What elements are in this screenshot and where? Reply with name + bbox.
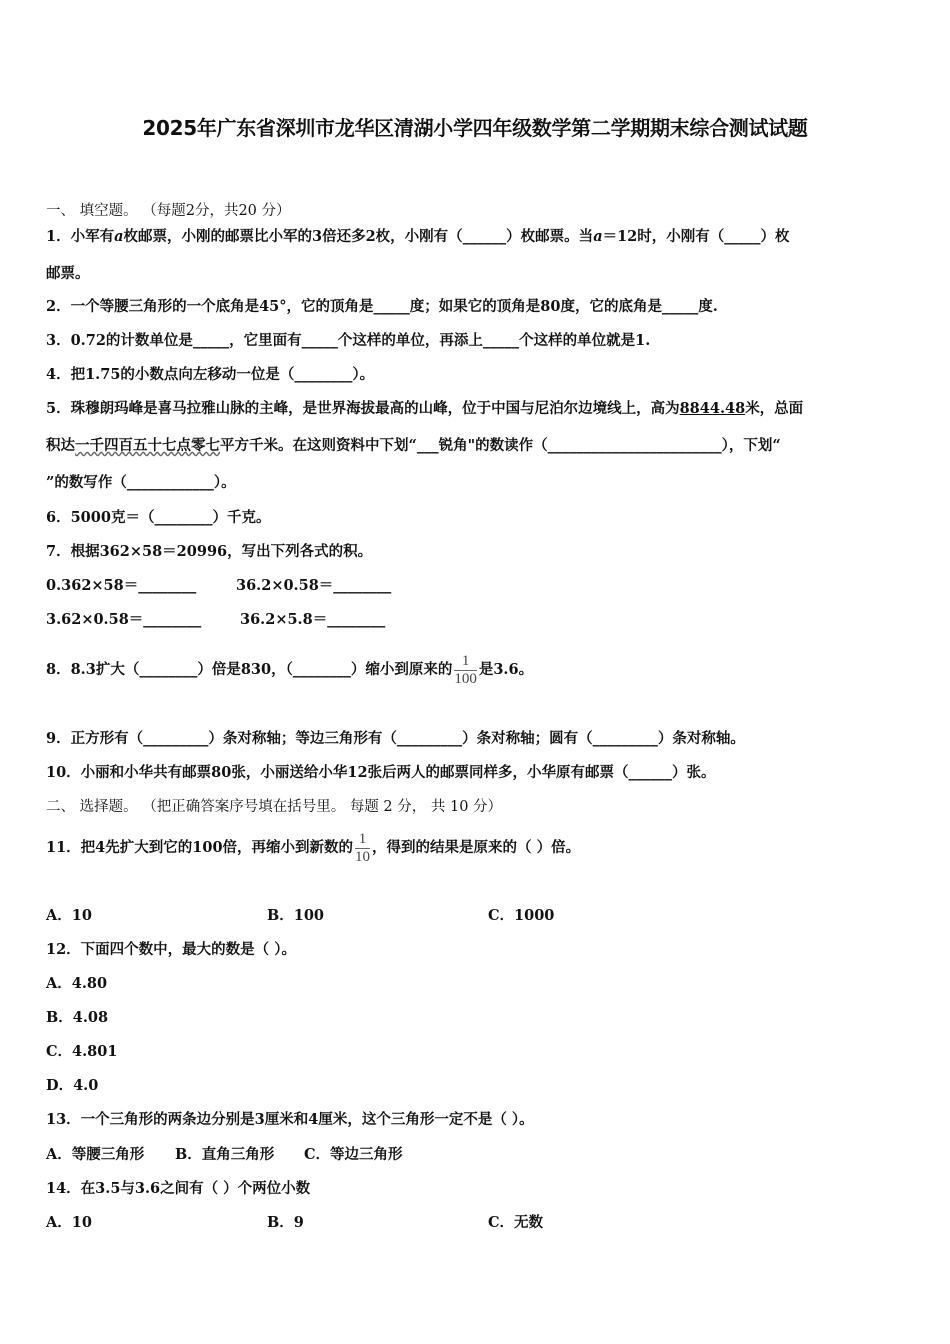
question-1: [46, 227, 790, 247]
q1-text-b: 枚邮票，小刚的邮票比小军的3倍还多2枚，小刚有（______）枚邮票。当: [123, 228, 594, 245]
q8-fraction-numerator: 1: [454, 653, 477, 671]
q5-text-d: 平方千米。在这则资料中下划“___锐角"的数读作（________________________），下划“: [220, 437, 781, 454]
question-3: 3．0.72的计数单位是_____，它里面有_____个这样的单位，再添上_____个这样的单位就是1.: [46, 332, 651, 349]
q5-text-a: 5．珠穆朗玛峰是喜马拉雅山脉的主峰，是世界海拔最高的山峰，位于中国与尼泊尔边境线上，高为: [46, 400, 680, 417]
q7-item-4: 36.2×5.8＝________: [240, 611, 386, 628]
q8-text-b: 是3.6。: [478, 661, 534, 678]
q11-text-b: ，得到的结果是原来的（ ）倍。: [372, 839, 581, 856]
q1-variable: a: [593, 228, 603, 245]
question-13: 13．一个三角形的两条边分别是3厘米和4厘米，这个三角形一定不是（ ）。: [46, 1111, 534, 1128]
question-14: 14．在3.5与3.6之间有（ ）个两位小数: [46, 1180, 311, 1197]
q7-item-2: 36.2×0.58＝________: [236, 577, 392, 594]
q8-fraction-denominator: 100: [454, 670, 477, 687]
q13-option-c: C．等边三角形: [304, 1146, 403, 1163]
question-7-row2: [46, 610, 385, 630]
q7-item-3: 3.62×0.58＝________: [46, 611, 202, 628]
question-12: 12．下面四个数中，最大的数是（ ）。: [46, 941, 296, 958]
q1-text-a: 1．小军有: [46, 228, 115, 245]
q11-fraction-denominator: 10: [355, 848, 371, 865]
question-11-options: [46, 906, 554, 926]
q12-option-a: A．4.80: [46, 975, 108, 992]
q13-option-a: A．等腰三角形: [46, 1146, 145, 1163]
q12-option-d: D．4.0: [46, 1077, 99, 1094]
question-10: 10．小丽和小华共有邮票80张，小丽送给小华12张后两人的邮票同样多，小华原有邮票（______）张。: [46, 764, 716, 781]
q13-option-b: B．直角三角形: [175, 1146, 275, 1163]
question-6: 6．5000克＝（________）千克。: [46, 509, 271, 526]
q5-text-b: 米，总面: [745, 400, 804, 417]
question-5-line2: [46, 436, 781, 456]
q14-option-c: C．无数: [488, 1214, 544, 1231]
q12-option-b: B．4.08: [46, 1009, 109, 1026]
q8-fraction: [454, 653, 477, 688]
q1-text-c: ＝12时，小刚有（_____）枚: [602, 228, 790, 245]
question-9: 9．正方形有（_________）条对称轴；等边三角形有（_________）条对称轴；圆有（_________）条对称轴。: [46, 730, 745, 747]
q11-text-a: 11．把4先扩大到它的100倍，再缩小到新数的: [46, 839, 354, 856]
question-11: [46, 820, 580, 876]
q11-option-a: A．10: [46, 907, 92, 924]
question-1-continued: 邮票。: [46, 265, 90, 282]
question-4: 4．把1.75的小数点向左移动一位是（________）。: [46, 366, 375, 383]
q14-option-a: A．10: [46, 1214, 92, 1231]
question-7: 7．根据362×58＝20996，写出下列各式的积。: [46, 543, 373, 560]
q5-underlined-number: 8844.48: [679, 400, 746, 417]
question-8: [46, 642, 533, 698]
question-5: [46, 399, 803, 419]
q7-item-1: 0.362×58＝________: [46, 577, 197, 594]
section-heading-fill-blank: 一、 填空题。 （每题2分，共20 分）: [46, 203, 291, 219]
page-title: 2025年广东省深圳市龙华区清湖小学四年级数学第二学期期末综合测试试题: [142, 116, 808, 140]
q12-option-c: C．4.801: [46, 1043, 118, 1060]
q11-option-c: C．1000: [488, 907, 555, 924]
q5-wavy-underlined-number: 一千四百五十七点零七: [75, 437, 220, 454]
question-2: 2．一个等腰三角形的一个底角是45°，它的顶角是_____度；如果它的顶角是80度，它的底角是_____度.: [46, 298, 718, 315]
q14-option-b: B．9: [267, 1214, 304, 1231]
q8-text-a: 8．8.3扩大（________）倍是830，（________）缩小到原来的: [46, 661, 453, 678]
q11-option-b: B．100: [267, 907, 325, 924]
section-heading-choice: 二、 选择题。 （把正确答案序号填在括号里。 每题 2 分， 共 10 分）: [46, 799, 503, 815]
question-13-options: [46, 1145, 403, 1165]
question-7-row1: [46, 576, 391, 596]
q5-text-c: 积达: [46, 437, 75, 454]
q1-variable: a: [114, 228, 124, 245]
question-5-line3: ”的数写作（____________）。: [46, 474, 236, 491]
question-14-options: [46, 1213, 543, 1233]
q11-fraction: [355, 831, 370, 866]
q11-fraction-numerator: 1: [355, 831, 370, 849]
